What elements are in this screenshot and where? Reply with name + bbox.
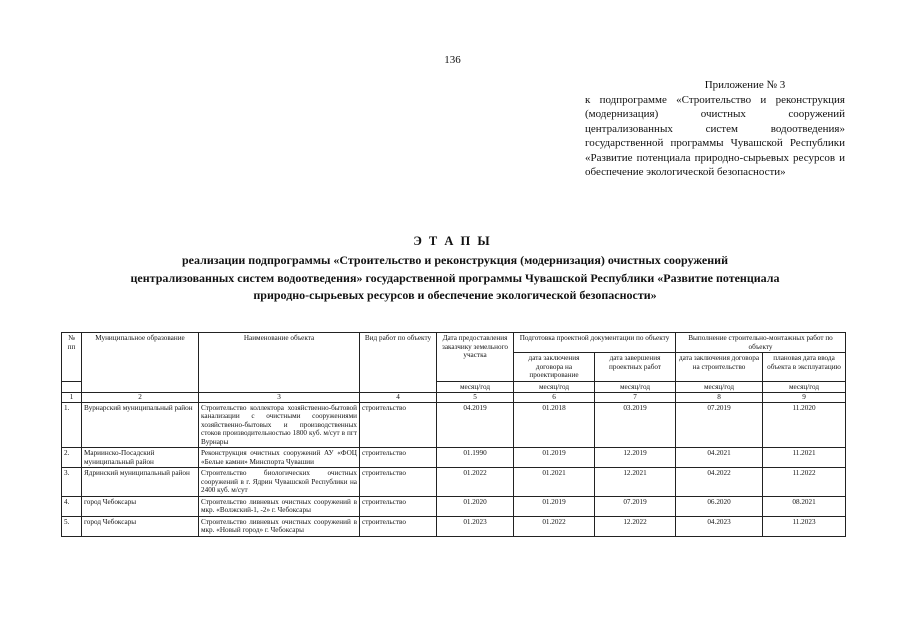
row-num: 5. — [62, 516, 82, 536]
row-design-completion: 12.2022 — [595, 516, 676, 536]
row-construction-contract: 04.2021 — [676, 448, 763, 468]
header-num: № пп — [62, 333, 82, 382]
row-design-completion: 12.2019 — [595, 448, 676, 468]
row-design-completion: 03.2019 — [595, 402, 676, 448]
row-design-contract: 01.2022 — [514, 516, 595, 536]
row-commissioning: 11.2022 — [763, 468, 846, 497]
header-work-type: Вид работ по объекту — [360, 333, 437, 393]
row-construction-contract: 04.2022 — [676, 468, 763, 497]
row-construction-contract: 06.2020 — [676, 496, 763, 516]
row-design-contract: 01.2021 — [514, 468, 595, 497]
appendix-heading: Приложение № 3 — [704, 79, 786, 91]
column-number: 8 — [676, 393, 763, 403]
appendix-body: к подпрограмме «Строительство и реконструкция (модернизация) очистных сооружений централизованных систем водоотведения» государственной программы Чувашской Республики «Развитие потенциала природно-сырьевых ресурсов и обеспечение экологической безопасности» — [585, 93, 845, 178]
row-object: Строительство коллектора хозяйственно-бытовой канализации с очистными сооружениями хозяйственно-бытовых и производственных стоков производительностью 1800 куб. м/сут в пгт Вурнары — [199, 402, 360, 448]
header-handover: Дата предоставления заказчику земельного участка — [437, 333, 514, 382]
row-num: 2. — [62, 448, 82, 468]
row-object: Реконструкция очистных сооружений АУ «ФОЦ «Белые камни» Минспорта Чувашии — [199, 448, 360, 468]
row-municipality: Вурнарский муниципальный район — [82, 402, 199, 448]
row-object: Строительство биологических очистных сооружений в г. Ядрин Чувашской Республики на 2400 куб. м/сут — [199, 468, 360, 497]
row-handover: 04.2019 — [437, 402, 514, 448]
column-number: 5 — [437, 393, 514, 403]
header-municipality: Муниципальное образование — [82, 333, 199, 393]
row-design-contract: 01.2019 — [514, 496, 595, 516]
header-design-contract: дата заключения договора на проектирование — [514, 353, 595, 382]
row-construction-contract: 04.2023 — [676, 516, 763, 536]
row-work-type: строительство — [360, 468, 437, 497]
stages-table — [61, 332, 846, 537]
table-row — [62, 448, 846, 468]
column-number: 4 — [360, 393, 437, 403]
header-unit-blank — [62, 381, 82, 393]
row-handover: 01.2020 — [437, 496, 514, 516]
header-design-completion: дата завершения проектных работ — [595, 353, 676, 382]
row-work-type: строительство — [360, 496, 437, 516]
row-work-type: строительство — [360, 448, 437, 468]
row-design-completion: 12.2021 — [595, 468, 676, 497]
subtitle-line: централизованных систем водоотведения» государственной программы Чувашской Республики «Развитие потенциала — [130, 270, 780, 285]
row-municipality: город Чебоксары — [82, 516, 199, 536]
row-commissioning: 11.2021 — [763, 448, 846, 468]
page-number: 136 — [444, 54, 461, 66]
header-unit: месяц/год — [676, 381, 763, 393]
row-object: Строительство ливневых очистных сооружений в мкр. «Волжский-1, -2» г. Чебоксары — [199, 496, 360, 516]
row-commissioning: 08.2021 — [763, 496, 846, 516]
document-subtitle — [60, 252, 850, 305]
column-number: 2 — [82, 393, 199, 403]
table-row — [62, 516, 846, 536]
row-municipality: Мариинско-Посадский муниципальный район — [82, 448, 199, 468]
row-commissioning: 11.2020 — [763, 402, 846, 448]
row-handover: 01.2022 — [437, 468, 514, 497]
document-title: Э Т А П Ы — [413, 234, 492, 248]
row-object: Строительство ливневых очистных сооружений в мкр. «Новый город» г. Чебоксары — [199, 516, 360, 536]
row-handover: 01.2023 — [437, 516, 514, 536]
header-unit: месяц/год — [514, 381, 595, 393]
row-design-completion: 07.2019 — [595, 496, 676, 516]
header-unit: месяц/год — [437, 381, 514, 393]
row-construction-contract: 07.2019 — [676, 402, 763, 448]
table-row — [62, 496, 846, 516]
column-number: 1 — [62, 393, 82, 403]
row-design-contract: 01.2019 — [514, 448, 595, 468]
subtitle-line: природно-сырьевых ресурсов и обеспечение экологической безопасности» — [253, 288, 657, 302]
row-municipality: Ядринский муниципальный район — [82, 468, 199, 497]
header-object: Наименование объекта — [199, 333, 360, 393]
appendix-block — [585, 78, 845, 180]
column-number: 3 — [199, 393, 360, 403]
header-unit: месяц/год — [595, 381, 676, 393]
table-row — [62, 468, 846, 497]
row-num: 4. — [62, 496, 82, 516]
row-num: 3. — [62, 468, 82, 497]
row-work-type: строительство — [360, 516, 437, 536]
row-work-type: строительство — [360, 402, 437, 448]
column-number: 7 — [595, 393, 676, 403]
header-unit: месяц/год — [763, 381, 846, 393]
header-design-group: Подготовка проектной документации по объекту — [514, 333, 676, 353]
row-design-contract: 01.2018 — [514, 402, 595, 448]
row-handover: 01.1990 — [437, 448, 514, 468]
header-construction-group: Выполнение строительно-монтажных работ по объекту — [676, 333, 846, 353]
header-construction-contract: дата заключения договора на строительство — [676, 353, 763, 382]
table-row — [62, 402, 846, 448]
header-commissioning: плановая дата ввода объекта в эксплуатацию — [763, 353, 846, 382]
row-municipality: город Чебоксары — [82, 496, 199, 516]
column-number: 9 — [763, 393, 846, 403]
subtitle-line: реализации подпрограммы «Строительство и реконструкция (модернизация) очистных сооружений — [181, 253, 728, 267]
row-commissioning: 11.2023 — [763, 516, 846, 536]
row-num: 1. — [62, 402, 82, 448]
column-number: 6 — [514, 393, 595, 403]
